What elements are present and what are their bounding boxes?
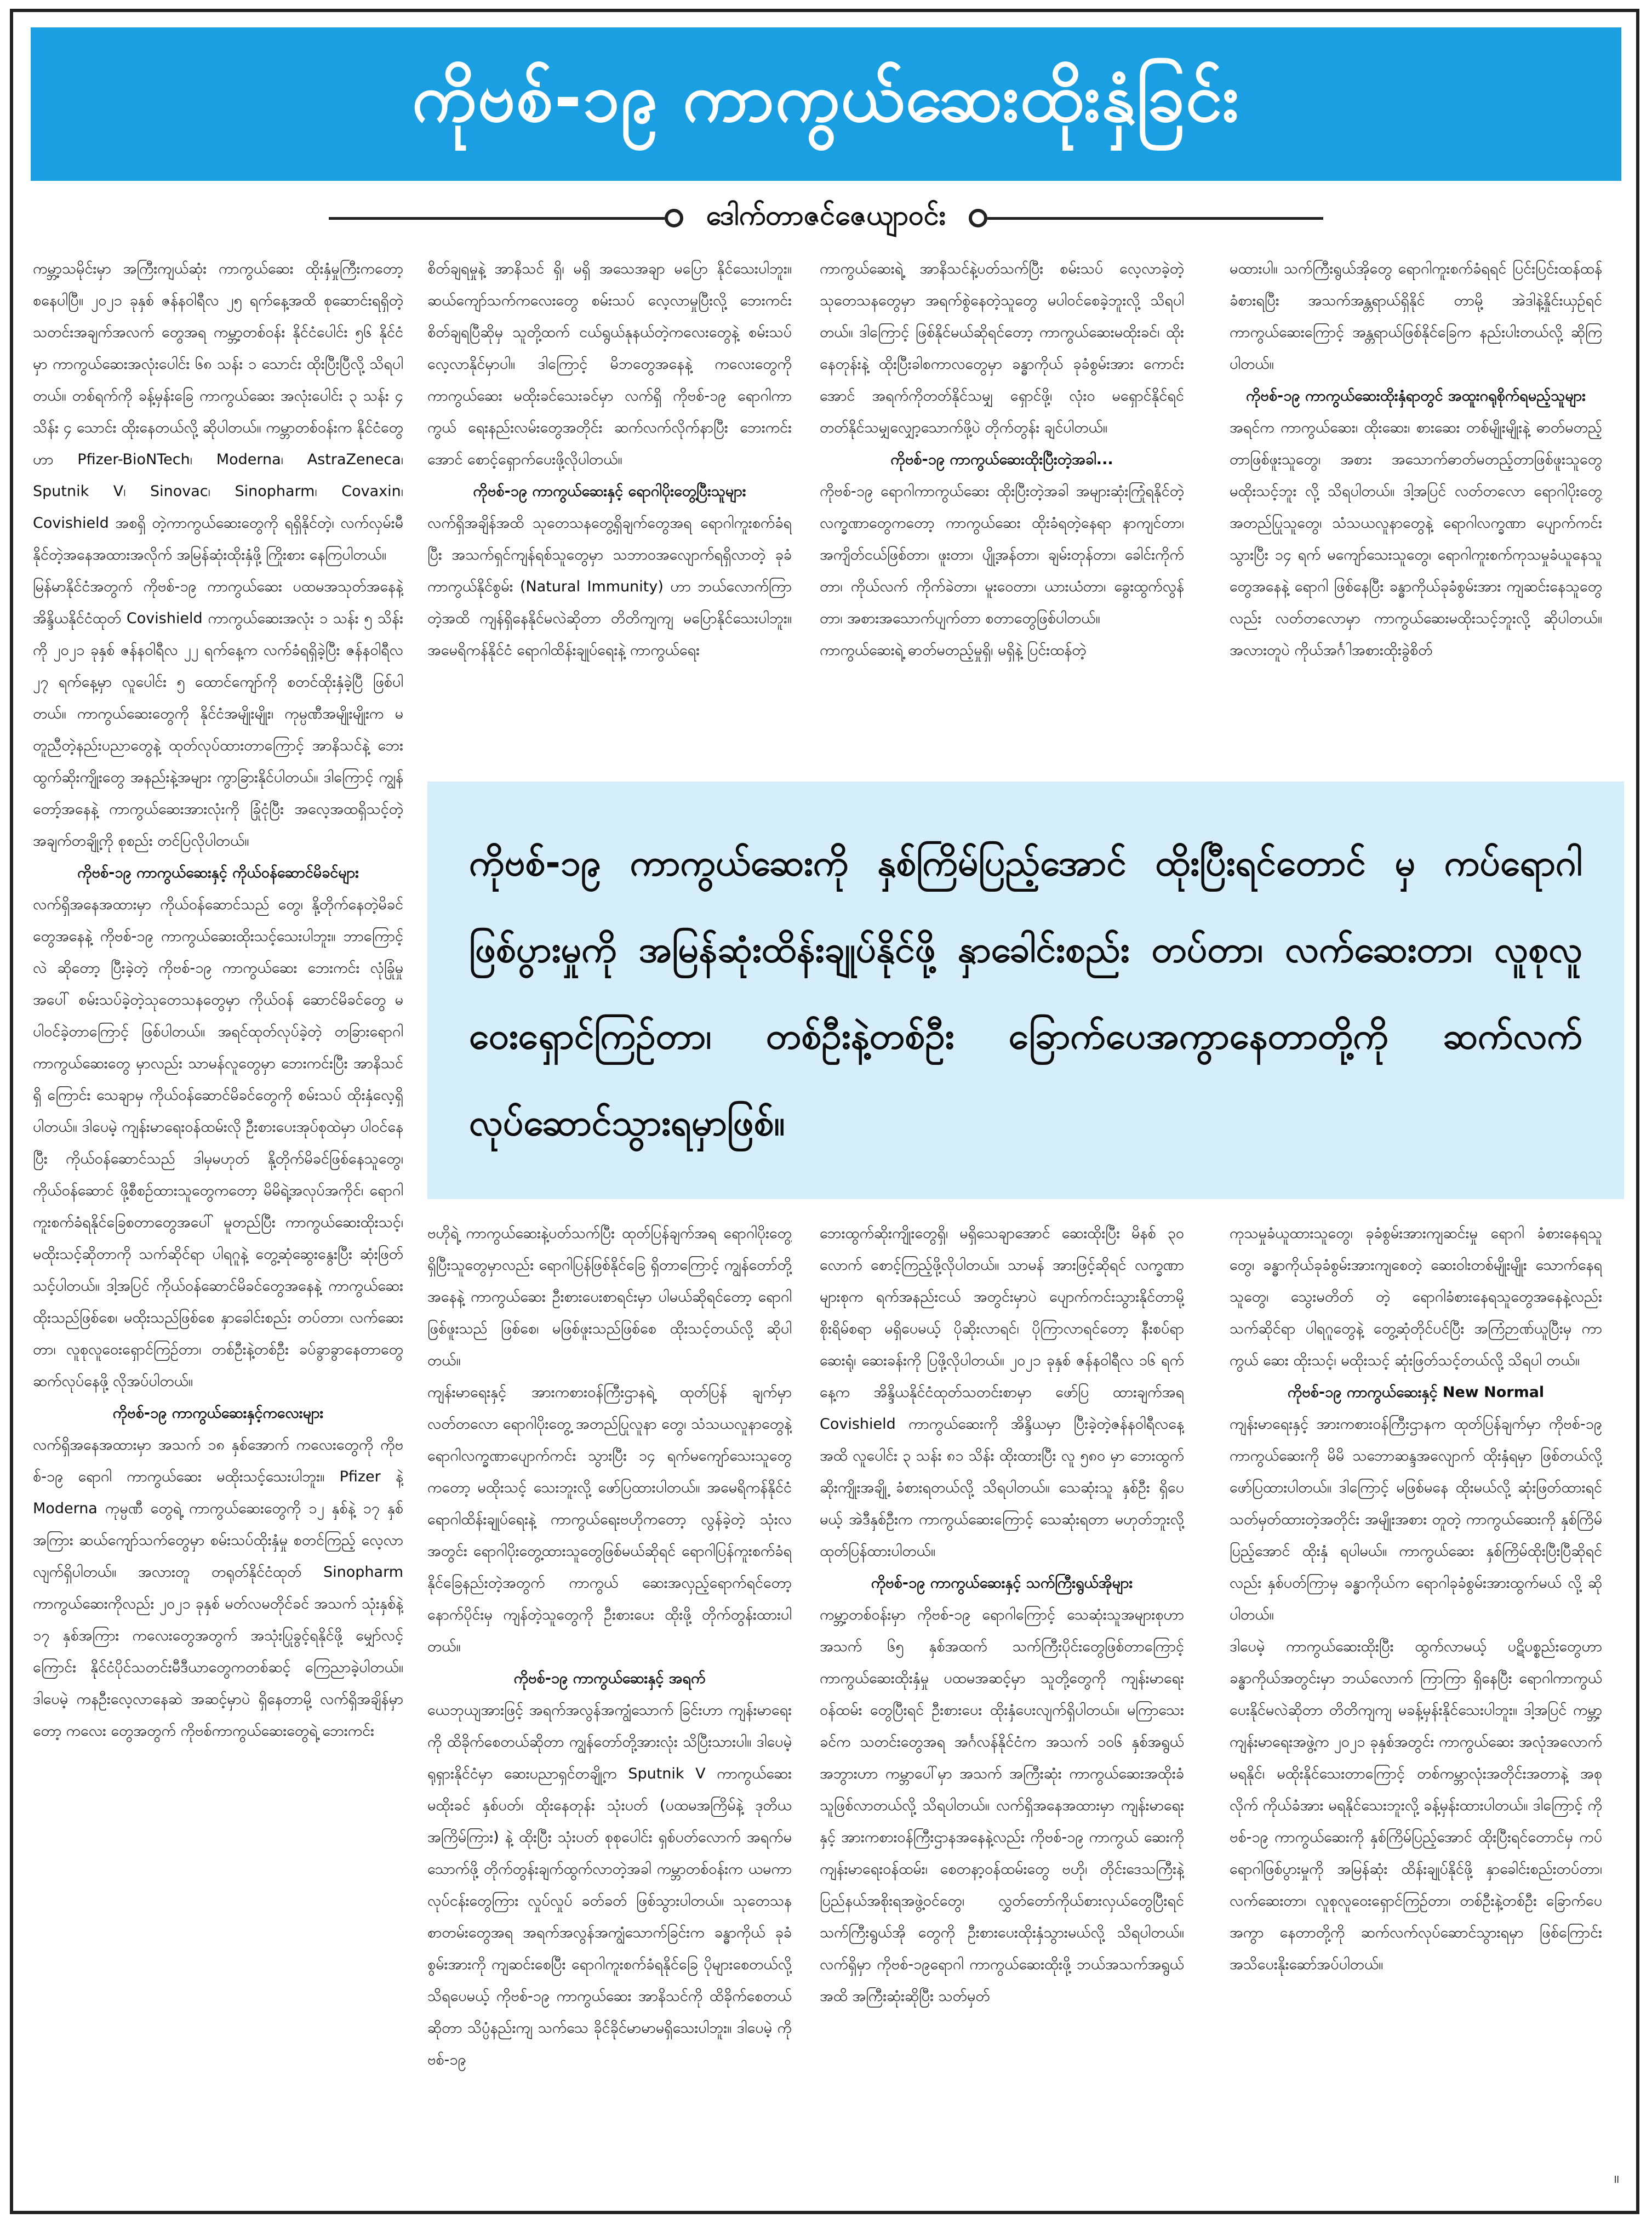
body-paragraph: ကာကွယ်ဆေးရဲ့ အာနိသင်နဲ့ပတ်သက်ပြီး စမ်းသပ် လေ့လာခဲ့တဲ့ သုတေသနတွေမှာ အရက်စွဲနေတဲ့သူတွေ မပါဝင်စေခဲ့ဘူးလို့ သိရပါတယ်။ ဒါကြောင့် ဖြစ်နိုင်မယ်ဆိုရင်တော့ ကာကွယ်ဆေးမထိုးခင်၊ ထိုးနေတုန်းနဲ့ ထိုးပြီးခါစကာလတွေမှာ ခန္ဓာကိုယ် ခုခံစွမ်းအား ကောင်းအောင် အရက်ကိုတတ်နိုင်သမျှ ရှောင်ဖို့၊ လုံးဝ မရှောင်နိုင်ရင် တတ်နိုင်သမျှလျှော့သောက်ဖို့ပဲ တိုက်တွန်း ချင်ပါတယ်။: [820, 260, 1184, 436]
section-heading: ကိုဗစ်-၁၉ ကာကွယ်ဆေးနှင့် အရက်: [513, 1670, 706, 1687]
author-name: ဒေါက်တာဇင်ဇေယျာဝင်း: [706, 199, 946, 231]
article-column-1: [33, 253, 403, 2191]
end-mark: ။: [1614, 2168, 1619, 2187]
byline-rule-right: [987, 217, 1323, 220]
body-paragraph: ဗဟိုရဲ့ ကာကွယ်ဆေးနဲ့ပတ်သက်ပြီး ထုတ်ပြန်ချက်အရ ရောဂါပိုးတွေ့ရှိပြီးသူတွေမှာလည်း ရောဂါပြန်ဖြစ်နိုင်ခြေ ရှိတာကြောင့် ကျွန်တော်တို့အနေနဲ့ ကာကွယ်ဆေး ဦးစားပေးစာရင်းမှာ ပါမယ်ဆိုရင်တော့ ရောဂါဖြစ်ဖူးသည် ဖြစ်စေ၊ မဖြစ်ဖူးသည်ဖြစ်စေ ထိုးသင့်တယ်လို့ ဆိုပါ တယ်။: [427, 1225, 792, 1369]
body-paragraph: ကမ္ဘာ့သမိုင်းမှာ အကြီးကျယ်ဆုံး ကာကွယ်ဆေး ထိုးနှံမှုကြီးကတော့ စနေပါပြီ။ ၂၀၂၁ ခုနှစ် ဇန်နဝါရီလ ၂၅ ရက်နေ့အထိ စုဆောင်းရရှိတဲ့ သတင်းအချက်အလက် တွေအရ ကမ္ဘာ့တစ်ဝန်း နိုင်ငံပေါင်း ၅၆ နိုင်ငံမှာ ကာကွယ်ဆေးအလုံးပေါင်း ၆၈ သန်း ၁ သောင်း ထိုးပြီးပြီလို့ သိရပါတယ်။ တစ်ရက်ကို ခန့်မှန်းခြေ ကာကွယ်ဆေး အလုံးပေါင်း ၃ သန်း ၄ သိန်း ၄ သောင်း ထိုးနေတယ်လို့ ဆိုပါတယ်။ ကမ္ဘာတစ်ဝန်းက နိုင်ငံတွေဟာ Pfizer-BioNTech၊ Moderna၊ AstraZeneca၊ Sputnik V၊ Sinovac၊ Sinopharm၊ Covaxin၊ Covishield အစရှိ တဲ့ကာကွယ်ဆေးတွေကို ရရှိနိုင်တဲ့၊ လက်လှမ်းမီ နိုင်တဲ့အနေအထားအလိုက် အမြန်ဆုံးထိုးနှံဖို့ ကြိုးစား နေကြပါတယ်။: [33, 260, 403, 563]
section-heading: ကိုဗစ်-၁၉ ကာကွယ်ဆေးနှင့် သက်ကြီးရွယ်အိုများ: [871, 1575, 1133, 1592]
pull-quote-text: ကိုဗစ်-၁၉ ကာကွယ်ဆေးကို နှစ်ကြိမ်ပြည့်အောင် ထိုးပြီးရင်တောင် မှ ကပ်ရောဂါဖြစ်ပွားမှုကို အမြန်ဆုံးထိန်းချုပ်နိုင်ဖို့ နှာခေါင်းစည်း တပ်တာ၊ လက်ဆေးတာ၊ လူစုလူဝေးရှောင်ကြဉ်တာ၊ တစ်ဦးနဲ့တစ်ဦး ခြောက်ပေအကွာနေတာတို့ကို ဆက်လက်လုပ်ဆောင်သွားရမှာဖြစ်။: [469, 842, 1582, 1144]
body-paragraph: ကာကွယ်ဆေးရဲ့ ဓာတ်မတည့်မှုရှိ၊ မရှိနဲ့ ပြင်းထန်တဲ့: [820, 642, 1087, 659]
body-paragraph: စိတ်ချရမှုနဲ့ အာနိသင် ရှိ၊ မရှိ အသေအချာ မပြော နိုင်သေးပါဘူး။ ဆယ်ကျော်သက်ကလေးတွေ စမ်းသပ် လေ့လာမှုပြီးလို့ ဘေးကင်းစိတ်ချရပြီဆိုမှ သူတို့ထက် ငယ်ရွယ်နုနယ်တဲ့ကလေးတွေနဲ့ စမ်းသပ်လေ့လာနိုင်မှာပါ။ ဒါကြောင့် မိဘတွေအနေနဲ့ ကလေးတွေကို ကာကွယ်ဆေး မထိုးခင်သေးခင်မှာ လက်ရှိ ကိုဗစ်-၁၉ ရောဂါကာကွယ် ရေးနည်းလမ်းတွေအတိုင်း ဆက်လက်လိုက်နာပြီး ဘေးကင်း အောင် စောင့်ရှောက်ပေးဖို့လိုပါတယ်။: [427, 260, 792, 468]
body-paragraph: မထားပါ။ သက်ကြီးရွယ်အိုတွေ ရောဂါကူးစက်ခံရရင် ပြင်းပြင်းထန်ထန်ခံစားရပြီး အသက်အန္တရာယ်ရှိနိုင် တာမို့ အဲဒါနဲ့နှိုင်းယှဉ်ရင် ကာကွယ်ဆေးကြောင့် အန္တရာယ်ဖြစ်နိုင်ခြေက နည်းပါးတယ်လို့ ဆိုကြပါတယ်။: [1230, 260, 1602, 373]
title-banner: [31, 27, 1621, 181]
body-paragraph: ကမ္ဘာ့တစ်ဝန်းမှာ ကိုဗစ်-၁၉ ရောဂါကြောင့် သေဆုံးသူအများစုဟာ အသက် ၆၅ နှစ်အထက် သက်ကြီးပိုင်းတွေဖြစ်တာကြောင့် ကာကွယ်ဆေးထိုးနှံမှု ပထမအဆင့်မှာ သူတို့တွေကို ကျန်းမာရေးဝန်ထမ်း တွေပြီးရင် ဦးစားပေး ထိုးနှံပေးလျက်ရှိပါတယ်။ မကြာသေးခင်က သတင်းတွေအရ အင်္ဂလန်နိုင်ငံက အသက် ၁၀၆ နှစ်အရွယ်အဘွားဟာ ကမ္ဘာပေါ်မှာ အသက် အကြီးဆုံး ကာကွယ်ဆေးအထိုးခံသူဖြစ်လာတယ်လို့ သိရပါတယ်။ လက်ရှိအနေအထားမှာ ကျန်းမာရေးနှင့် အားကစားဝန်ကြီးဌာနအနေနဲ့လည်း ကိုဗစ်-၁၉ ကာကွယ် ဆေးကို ကျန်းမာရေးဝန်ထမ်း၊ စေတနာ့ဝန်ထမ်းတွေ ဗဟို၊ တိုင်းဒေသကြီးနဲ့ ပြည်နယ်အစိုးရအဖွဲ့ဝင်တွေ၊ လွှတ်တော်ကိုယ်စားလှယ်တွေပြီးရင် သက်ကြီးရွယ်အို တွေကို ဦးစားပေးထိုးနှံသွားမယ်လို့ သိရပါတယ်။ လက်ရှိမှာ ကိုဗစ်-၁၉ရောဂါ ကာကွယ်ဆေးထိုးဖို့ ဘယ်အသက်အရွယ်အထိ အကြီးဆုံးဆိုပြီး သတ်မှတ်: [820, 1606, 1184, 2005]
article-column-7: [1230, 1218, 1602, 2171]
body-paragraph: ကျန်းမာရေးနှင့် အားကစားဝန်ကြီးဌာနရဲ့ ထုတ်ပြန် ချက်မှာ လတ်တလော ရောဂါပိုးတွေ့ အတည်ပြုလူနာ တွေ၊ သံသယလူနာတွေနဲ့ ရောဂါလက္ခဏာပျောက်ကင်း သွားပြီး ၁၄ ရက်မကျော်သေးသူတွေကတော့ မထိုးသင့် သေးဘူးလို့ ဖော်ပြထားပါတယ်။ အမေရိကန်နိုင်ငံ ရောဂါထိန်းချုပ်ရေးနဲ့ ကာကွယ်ရေးဗဟိုကတော့ လွန်ခဲ့တဲ့ သုံးလအတွင်း ရောဂါပိုးတွေ့ထားသူတွေဖြစ်မယ်ဆိုရင် ရောဂါပြန်ကူးစက်ခံရနိုင်ခြေနည်းတဲ့အတွက် ကာကွယ် ဆေးအလှည့်ရောက်ရင်တော့ နောက်ပိုင်းမှ ကျန်တဲ့သူတွေကို ဦးစားပေး ထိုးဖို့ တိုက်တွန်းထားပါတယ်။: [427, 1384, 792, 1655]
body-paragraph: လက်ရှိအနေအထားမှာ အသက် ၁၈ နှစ်အောက် ကလေးတွေကို ကိုဗစ်-၁၉ ရောဂါ ကာကွယ်ဆေး မထိုးသင့်သေးပါဘူး။ Pfizer နဲ့ Moderna ကုမ္ပဏီ တွေရဲ့ ကာကွယ်ဆေးတွေကို ၁၂ နှစ်နဲ့ ၁၇ နှစ်အကြား ဆယ်ကျော်သက်တွေမှာ စမ်းသပ်ထိုးနှံမှု စတင်ကြည့် လေ့လာလျက်ရှိပါတယ်။ အလားတူ တရုတ်နိုင်ငံထုတ် Sinopharm ကာကွယ်ဆေးကိုလည်း ၂၀၂၁ ခုနှစ် မတ်လမတိုင်ခင် အသက် သုံးနှစ်နဲ့ ၁၇ နှစ်အကြား ကလေးတွေအတွက် အသုံးပြုခွင့်ရနိုင်ဖို့ မျှော်လင့် ကြောင်း နိုင်ငံပိုင်သတင်းမီဒီယာတွေကတစ်ဆင့် ကြေညာခဲ့ပါတယ်။ ဒါပေမဲ့ ကနဦးလေ့လာနေဆဲ အဆင့်မှာပဲ ရှိနေတာမို့ လက်ရှိအချိန်မှာတော့ ကလေး တွေအတွက် ကိုဗစ်ကာကွယ်ဆေးတွေရဲ့ ဘေးကင်း: [33, 1436, 403, 1740]
article-column-3: [820, 253, 1184, 768]
byline: [329, 196, 1323, 240]
section-heading: ကိုဗစ်-၁၉ ကာကွယ်ဆေးနှင့် ကိုယ်ဝန်ဆောင်မိခင်များ: [77, 864, 359, 881]
section-heading: ကိုဗစ်-၁၉ ကာကွယ်ဆေးထိုးပြီးတဲ့အခါ...: [890, 451, 1113, 468]
article-column-2: [427, 253, 792, 768]
body-paragraph: လက်ရှိအချိန်အထိ သုတေသနတွေ့ရှိချက်တွေအရ ရောဂါကူးစက်ခံရပြီး အသက်ရှင်ကျန်ရစ်သူတွေမှာ သဘာဝအလျောက်ရရှိလာတဲ့ ခုခံကာကွယ်နိုင်စွမ်း (Natural Immunity) ဟာ ဘယ်လောက်ကြာတဲ့အထိ ကျန်ရှိနေနိုင်မလဲဆိုတာ တိတိကျကျ မပြောနိုင်သေးပါဘူး။ အမေရိကန်နိုင်ငံ ရောဂါထိန်းချုပ်ရေးနဲ့ ကာကွယ်ရေး: [427, 515, 792, 659]
article-column-4: [1230, 253, 1602, 768]
article-column-5: [427, 1218, 792, 2191]
byline-rule-left: [329, 217, 665, 220]
section-heading: ကိုဗစ်-၁၉ ကာကွယ်ဆေးထိုးနှံရာတွင် အထူးဂရုစိုက်ရမည့်သူများ: [1246, 387, 1586, 404]
section-heading: ကိုဗစ်-၁၉ ကာကွယ်ဆေးနှင့် ရောဂါပိုးတွေ့ပြီးသူများ: [473, 483, 746, 500]
body-paragraph: ဘေးထွက်ဆိုးကျိုးတွေရှိ၊ မရှိသေချာအောင် ဆေးထိုးပြီး မိနစ် ၃၀ လောက် စောင့်ကြည့်ဖို့လိုပါတယ်။ သာမန် အားဖြင့်ဆိုရင် လက္ခဏာများစုက ရက်အနည်းငယ် အတွင်းမှာပဲ ပျောက်ကင်းသွားနိုင်တာမို့ စိုးရိမ်စရာ မရှိပေမယ့် ပိုဆိုးလာရင်၊ ပိုကြာလာရင်တော့ နီးစပ်ရာ ဆေးရုံ၊ ဆေးခန်းကို ပြဖို့လိုပါတယ်။ ၂၀၂၁ ခုနှစ် ဇန်နဝါရီလ ၁၆ ရက်နေ့က အိန္ဒိယနိုင်ငံထုတ်သတင်းစာမှာ ဖော်ပြ ထားချက်အရ Covishield ကာကွယ်ဆေးကို အိန္ဒိယမှာ ပြီးခဲ့တဲ့ဇန်နဝါရီလနေ့အထိ လူပေါင်း ၃ သန်း ၈၁ သိန်း ထိုးထားပြီး လူ ၅၈၀ မှာ ဘေးထွက်ဆိုးကျိုးအချို့ ခံစားရတယ်လို့ သိရပါတယ်။ သေဆုံးသူ နှစ်ဦး ရှိပေမယ့် အဲဒီနှစ်ဦးက ကာကွယ်ဆေးကြောင့် သေဆုံးရတာ မဟုတ်ဘူးလို့ ထုတ်ပြန်ထားပါတယ်။: [820, 1225, 1184, 1560]
article-title: ကိုဗစ်-၁၉ ကာကွယ်ဆေးထိုးနှံခြင်း: [412, 60, 1240, 136]
body-paragraph: ဒါပေမဲ့ ကာကွယ်ဆေးထိုးပြီး ထွက်လာမယ့် ပဋိပစ္စည်းတွေဟာ ခန္ဓာကိုယ်အတွင်းမှာ ဘယ်လောက် ကြာကြာ ရှိနေပြီး ရောဂါကာကွယ်ပေးနိုင်မလဲဆိုတာ တိတိကျကျ မခန့်မှန်းနိုင်သေးပါဘူး။ ဒါ့အပြင် ကမ္ဘာ့ ကျန်းမာရေးအဖွဲ့က ၂၀၂၁ ခုနှစ်အတွင်း ကာကွယ်ဆေး အလုံအလောက် မရနိုင်၊ မထိုးနိုင်သေးတာကြောင့် တစ်ကမ္ဘာလုံးအတိုင်းအတာနဲ့ အစုလိုက် ကိုယ်ခံအား မရနိုင်သေးဘူးလို့ ခန့်မှန်းထားပါတယ်။ ဒါကြောင့် ကိုဗစ်-၁၉ ကာကွယ်ဆေးကို နှစ်ကြိမ်ပြည့်အောင် ထိုးပြီးရင်တောင်မှ ကပ်ရောဂါဖြစ်ပွားမှုကို အမြန်ဆုံး ထိန်းချုပ်နိုင်ဖို့ နှာခေါင်းစည်းတပ်တာ၊ လက်ဆေးတာ၊ လူစုလူဝေးရှောင်ကြဉ်တာ၊ တစ်ဦးနဲ့တစ်ဦး ခြောက်ပေ အကွာ နေတာတို့ကို ဆက်လက်လုပ်ဆောင်သွားရမှာ ဖြစ်ကြောင်း အသိပေးနိုးဆော်အပ်ပါတယ်။: [1230, 1638, 1602, 1973]
pull-quote: [427, 782, 1624, 1199]
body-paragraph: မြန်မာနိုင်ငံအတွက် ကိုဗစ်-၁၉ ကာကွယ်ဆေး ပထမအသုတ်အနေနဲ့ အိန္ဒိယနိုင်ငံထုတ် Covishield ကာကွယ်ဆေးအလုံး ၁ သန်း ၅ သိန်းကို ၂၀၂၁ ခုနှစ် ဇန်နဝါရီလ ၂၂ ရက်နေ့က လက်ခံရရှိခဲ့ပြီး ဇန်နဝါရီလ ၂၇ ရက်နေ့မှာ လူပေါင်း ၅ ထောင်ကျော်ကို စတင်ထိုးနှံခဲ့ပြီ ဖြစ်ပါတယ်။ ကာကွယ်ဆေးတွေကို နိုင်ငံအမျိုးမျိုး၊ ကုမ္ပဏီအမျိုးမျိုးက မတူညီတဲ့နည်းပညာတွေနဲ့ ထုတ်လုပ်ထားတာကြောင့် အာနိသင်နဲ့ ဘေးထွက်ဆိုးကျိုးတွေ အနည်းနဲ့အများ ကွာခြားနိုင်ပါတယ်။ ဒါကြောင့် ကျွန်တော့်အနေနဲ့ ကာကွယ်ဆေးအားလုံးကို ခြုံငုံပြီး အလေ့အထရှိသင့်တဲ့ အချက်တချို့ကို စုစည်း တင်ပြလိုပါတယ်။: [33, 578, 403, 849]
section-heading: ကိုဗစ်-၁၉ ကာကွယ်ဆေးနှင့် New Normal: [1287, 1384, 1545, 1401]
article-column-6: [820, 1218, 1184, 2191]
body-paragraph: လက်ရှိအနေအထားမှာ ကိုယ်ဝန်ဆောင်သည် တွေ၊ နို့တိုက်နေတဲ့မိခင်တွေအနေနဲ့ ကိုဗစ်-၁၉ ကာကွယ်ဆေးထိုးသင့်သေးပါဘူး။ ဘာကြောင့်လဲ ဆိုတော့ ပြီးခဲ့တဲ့ ကိုဗစ်-၁၉ ကာကွယ်ဆေး ဘေးကင်း လုံခြုံမှုအပေါ် စမ်းသပ်ခဲ့တဲ့သုတေသနတွေမှာ ကိုယ်ဝန် ဆောင်မိခင်တွေ မပါဝင်ခဲ့တာကြောင့် ဖြစ်ပါတယ်။ အရင်ထုတ်လုပ်ခဲ့တဲ့ တခြားရောဂါ ကာကွယ်ဆေးတွေ မှာလည်း သာမန်လူတွေမှာ ဘေးကင်းပြီး အာနိသင်ရှိ ကြောင်း သေချာမှ ကိုယ်ဝန်ဆောင်မိခင်တွေကို စမ်းသပ် ထိုးနှံလေ့ရှိပါတယ်။ ဒါပေမဲ့ ကျန်းမာရေးဝန်ထမ်းလို ဦးစားပေးအုပ်စုထဲမှာ ပါဝင်နေပြီး ကိုယ်ဝန်ဆောင်သည် ဒါမှမဟုတ် နို့တိုက်မိခင်ဖြစ်နေသူတွေ၊ ကိုယ်ဝန်ဆောင် ဖို့စီစဉ်ထားသူတွေကတော့ မိမိရဲ့အလုပ်အကိုင်၊ ရောဂါ ကူးစက်ခံရနိုင်ခြေစတာတွေအပေါ် မူတည်ပြီး ကာကွယ်ဆေးထိုးသင့်၊ မထိုးသင့်ဆိုတာကို သက်ဆိုင်ရာ ပါရဂူနဲ့ တွေ့ဆုံဆွေးနွေးပြီး ဆုံးဖြတ်သင့်ပါတယ်။ ဒါ့အပြင် ကိုယ်ဝန်ဆောင်မိခင်တွေအနေနဲ့ ကာကွယ်ဆေး ထိုးသည်ဖြစ်စေ၊ မထိုးသည်ဖြစ်စေ နှာခေါင်းစည်း တပ်တာ၊ လက်ဆေးတာ၊ လူစုလူဝေးရှောင်ကြဉ်တာ၊ တစ်ဦးနဲ့တစ်ဦး ခပ်ခွာခွာနေတာတွေ ဆက်လုပ်နေဖို့ လိုအပ်ပါတယ်။: [33, 896, 403, 1390]
body-paragraph: အရင်က ကာကွယ်ဆေး၊ ထိုးဆေး၊ စားဆေး တစ်မျိုးမျိုးနဲ့ ဓာတ်မတည့်တာဖြစ်ဖူးသူတွေ၊ အစား အသောက်ဓာတ်မတည့်တာဖြစ်ဖူးသူတွေ မထိုးသင့်ဘူး လို့ သိရပါတယ်။ ဒါ့အပြင် လတ်တလော ရောဂါပိုးတွေ့ အတည်ပြုသူတွေ၊ သံသယလူနာတွေနဲ့ ရောဂါလက္ခဏာ ပျောက်ကင်းသွားပြီး ၁၄ ရက် မကျော်သေးသူတွေ၊ ရောဂါကူးစက်ကုသမှုခံယူနေသူတွေအနေနဲ့ ရောဂါ ဖြစ်နေပြီး ခန္ဓာကိုယ်ခုခံစွမ်းအား ကျဆင်းနေသူတွေ လည်း လတ်တလောမှာ ကာကွယ်ဆေးမထိုးသင့်ဘူးလို့ ဆိုပါတယ်။ အလားတူပဲ ကိုယ်အင်္ဂါအစားထိုးခွဲစိတ်: [1230, 419, 1602, 659]
section-heading: ကိုဗစ်-၁၉ ကာကွယ်ဆေးနှင့်ကလေးများ: [112, 1405, 324, 1422]
body-paragraph: ယေဘုယျအားဖြင့် အရက်အလွန်အကျွံသောက် ခြင်းဟာ ကျန်းမာရေးကို ထိခိုက်စေတယ်ဆိုတာ ကျွန်တော်တို့အားလုံး သိပြီးသားပါ။ ဒါပေမဲ့ ရုရှားနိုင်ငံမှာ ဆေးပညာရှင်တချို့က Sputnik V ကာကွယ်ဆေးမထိုးခင် နှစ်ပတ်၊ ထိုးနေတုန်း သုံးပတ် (ပထမအကြိမ်နဲ့ ဒုတိယ အကြိမ်ကြား) နဲ့ ထိုးပြီး သုံးပတ် စုစုပေါင်း ရှစ်ပတ်လောက် အရက်မသောက်ဖို့ တိုက်တွန်းချက်ထွက်လာတဲ့အခါ ကမ္ဘာတစ်ဝန်းက ယမကာလုပ်ငန်းတွေကြား လှုပ်လှုပ် ခတ်ခတ် ဖြစ်သွားပါတယ်။ သုတေသနစာတမ်းတွေအရ အရက်အလွန်အကျွံသောက်ခြင်းက ခန္ဓာကိုယ် ခုခံ စွမ်းအားကို ကျဆင်းစေပြီး ရောဂါကူးစက်ခံရနိုင်ခြေ ပိုများစေတယ်လို့ သိရပေမယ့် ကိုဗစ်-၁၉ ကာကွယ်ဆေး အာနိသင်ကို ထိခိုက်စေတယ်ဆိုတာ သိပ္ပံနည်းကျ သက်သေ ခိုင်ခိုင်မာမာမရှိသေးပါဘူး။ ဒါပေမဲ့ ကိုဗစ်-၁၉: [427, 1702, 792, 2068]
byline-circle-left: [665, 209, 683, 227]
byline-circle-right: [969, 209, 987, 227]
body-paragraph: ကျန်းမာရေးနှင့် အားကစားဝန်ကြီးဌာနက ထုတ်ပြန်ချက်မှာ ကိုဗစ်-၁၉ ကာကွယ်ဆေးကို မိမိ သဘောဆန္ဒအလျောက် ထိုးနှံရမှာ ဖြစ်တယ်လို့ ဖော်ပြထားပါတယ်။ ဒါကြောင့် မဖြစ်မနေ ထိုးမယ်လို့ ဆုံးဖြတ်ထားရင် သတ်မှတ်ထားတဲ့အတိုင်း အမျိုးအစား တူတဲ့ ကာကွယ်ဆေးကို နှစ်ကြိမ်ပြည့်အောင် ထိုးနှံ ရပါမယ်။ ကာကွယ်ဆေး နှစ်ကြိမ်ထိုးပြီးပြီဆိုရင်လည်း နှစ်ပတ်ကြာမှ ခန္ဓာကိုယ်က ရောဂါခုခံစွမ်းအားထွက်မယ် လို့ ဆိုပါတယ်။: [1230, 1416, 1602, 1623]
body-paragraph: ကိုဗစ်-၁၉ ရောဂါကာကွယ်ဆေး ထိုးပြီးတဲ့အခါ အများဆုံးကြုံရနိုင်တဲ့ လက္ခဏာတွေကတော့ ကာကွယ်ဆေး ထိုးခံရတဲ့နေရာ နာကျင်တာ၊ အကျိတ်ငယ်ဖြစ်တာ၊ ဖူးတာ၊ ပျို့အန်တာ၊ ချမ်းတုန်တာ၊ ခေါင်းကိုက်တာ၊ ကိုယ်လက် ကိုက်ခဲတာ၊ မူးဝေတာ၊ ယားယံတာ၊ ခွေးထွက်လွန်တာ၊ အစားအသောက်ပျက်တာ စတာတွေဖြစ်ပါတယ်။: [820, 483, 1184, 627]
body-paragraph: ကုသမှုခံယူထားသူတွေ၊ ခုခံစွမ်းအားကျဆင်းမှု ရောဂါ ခံစားနေရသူတွေ၊ ခန္ဓာကိုယ်ခုခံစွမ်းအားကျစေတဲ့ ဆေးဝါးတစ်မျိုးမျိုး သောက်နေရသူတွေ၊ သွေးမတိတ် တဲ့ ရောဂါခံစားနေရသူတွေအနေနဲ့လည်း သက်ဆိုင်ရာ ပါရဂူတွေနဲ့ တွေ့ဆုံတိုင်ပင်ပြီး အကြံဉာဏ်ယူပြီးမှ ကာကွယ် ဆေး ထိုးသင့်၊ မထိုးသင့် ဆုံးဖြတ်သင့်တယ်လို့ သိရပါ တယ်။: [1230, 1225, 1602, 1369]
